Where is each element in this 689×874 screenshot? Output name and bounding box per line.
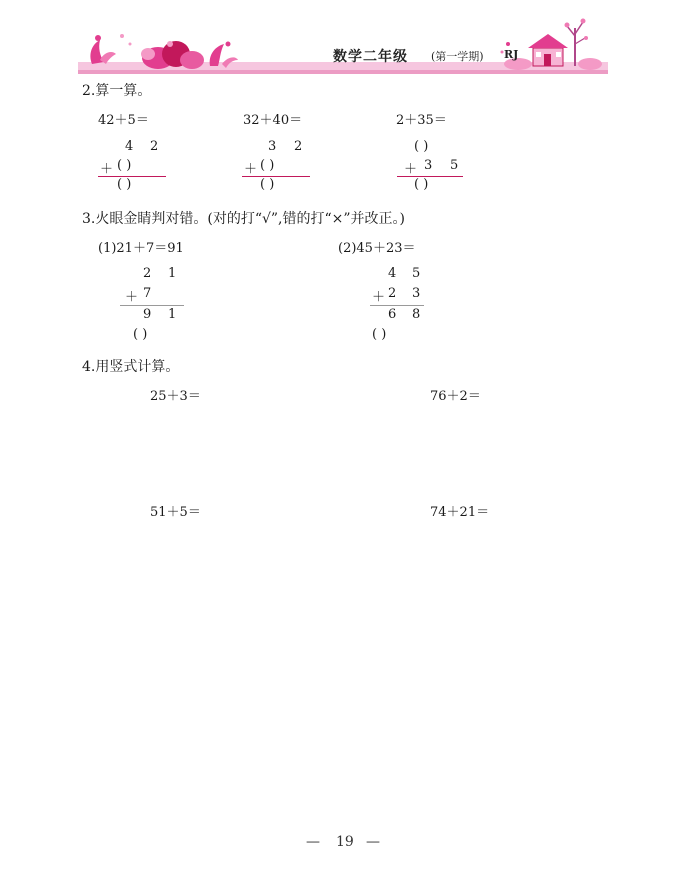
q2-p3-second-ones: 5 (450, 158, 459, 173)
q3-i1-plus-sign: ＋ (125, 290, 139, 305)
q3-i2-answer-blank[interactable]: ( ) (372, 327, 387, 342)
q2-p1-sum-line (98, 176, 166, 177)
header-edition: RJ (504, 48, 519, 61)
footer-dash-left: — (306, 834, 320, 850)
header-title: 数学二年级 (333, 49, 408, 65)
q2-problem-1-expr: 42＋5＝ (98, 113, 149, 128)
q3-i1-answer-blank[interactable]: ( ) (133, 327, 148, 342)
q2-p3-sum-line (397, 176, 463, 177)
q2-p2-plus-sign: ＋ (244, 162, 258, 177)
header-subtitle: (第一学期) (431, 50, 484, 63)
q3-item-1-label: (1)21＋7＝91 (98, 241, 184, 256)
q4-problem-4: 74＋21＝ (430, 505, 490, 520)
q2-problem-3-expr: 2＋35＝ (396, 113, 447, 128)
q3-i2-res-ones: 8 (412, 307, 421, 322)
q2-p2-top-tens: 3 (268, 139, 277, 154)
q2-p1-result-blank[interactable]: ( ) (117, 177, 132, 192)
q4-problem-2: 76＋2＝ (430, 389, 481, 404)
q4-problem-1: 25＋3＝ (150, 389, 201, 404)
q4-title: 4.用竖式计算。 (82, 359, 180, 375)
bush-decoration-icon (141, 41, 204, 69)
q2-p2-sum-line (242, 176, 310, 177)
q2-p2-addend-blank[interactable]: ( ) (260, 158, 275, 173)
q2-p3-second-tens: 3 (424, 158, 433, 173)
q2-problem-2-expr: 32＋40＝ (243, 113, 303, 128)
q2-p3-plus-sign: ＋ (404, 162, 418, 177)
q2-p2-top-ones: 2 (294, 139, 303, 154)
q2-p1-plus-sign: ＋ (100, 162, 114, 177)
q2-p3-top-blank[interactable]: ( ) (414, 139, 429, 154)
footer-dash-right: — (366, 834, 380, 850)
q3-i2-second-ones: 3 (412, 286, 421, 301)
q3-i1-top-tens: 2 (143, 266, 152, 281)
q2-p3-result-blank[interactable]: ( ) (414, 177, 429, 192)
q3-i1-top-ones: 1 (168, 266, 177, 281)
q3-i2-second-tens: 2 (388, 286, 397, 301)
header-decoration (78, 14, 608, 76)
q4-problem-3: 51＋5＝ (150, 505, 201, 520)
q3-i2-top-tens: 4 (388, 266, 397, 281)
q3-i1-sum-line (120, 305, 184, 306)
q3-i2-sum-line (370, 305, 424, 306)
q3-i1-res-tens: 9 (143, 307, 152, 322)
q3-i1-res-ones: 1 (168, 307, 177, 322)
q3-title: 3.火眼金睛判对错。(对的打“√”,错的打“×”并改正。) (82, 211, 406, 227)
q2-p1-top-ones: 2 (150, 139, 159, 154)
q3-i2-plus-sign: ＋ (372, 290, 386, 305)
house-decoration-icon (528, 34, 568, 66)
page-header (78, 14, 608, 76)
q3-i2-res-tens: 6 (388, 307, 397, 322)
q3-i1-second: 7 (143, 286, 152, 301)
q2-p1-addend-blank[interactable]: ( ) (117, 158, 132, 173)
q3-i2-top-ones: 5 (412, 266, 421, 281)
q2-title: 2.算一算。 (82, 83, 152, 99)
page-number: 19 (336, 834, 354, 850)
q2-p2-result-blank[interactable]: ( ) (260, 177, 275, 192)
flower-decoration-icon (90, 34, 131, 64)
q2-p1-top-tens: 4 (125, 139, 134, 154)
q3-item-2-label: (2)45＋23＝ (338, 241, 416, 256)
